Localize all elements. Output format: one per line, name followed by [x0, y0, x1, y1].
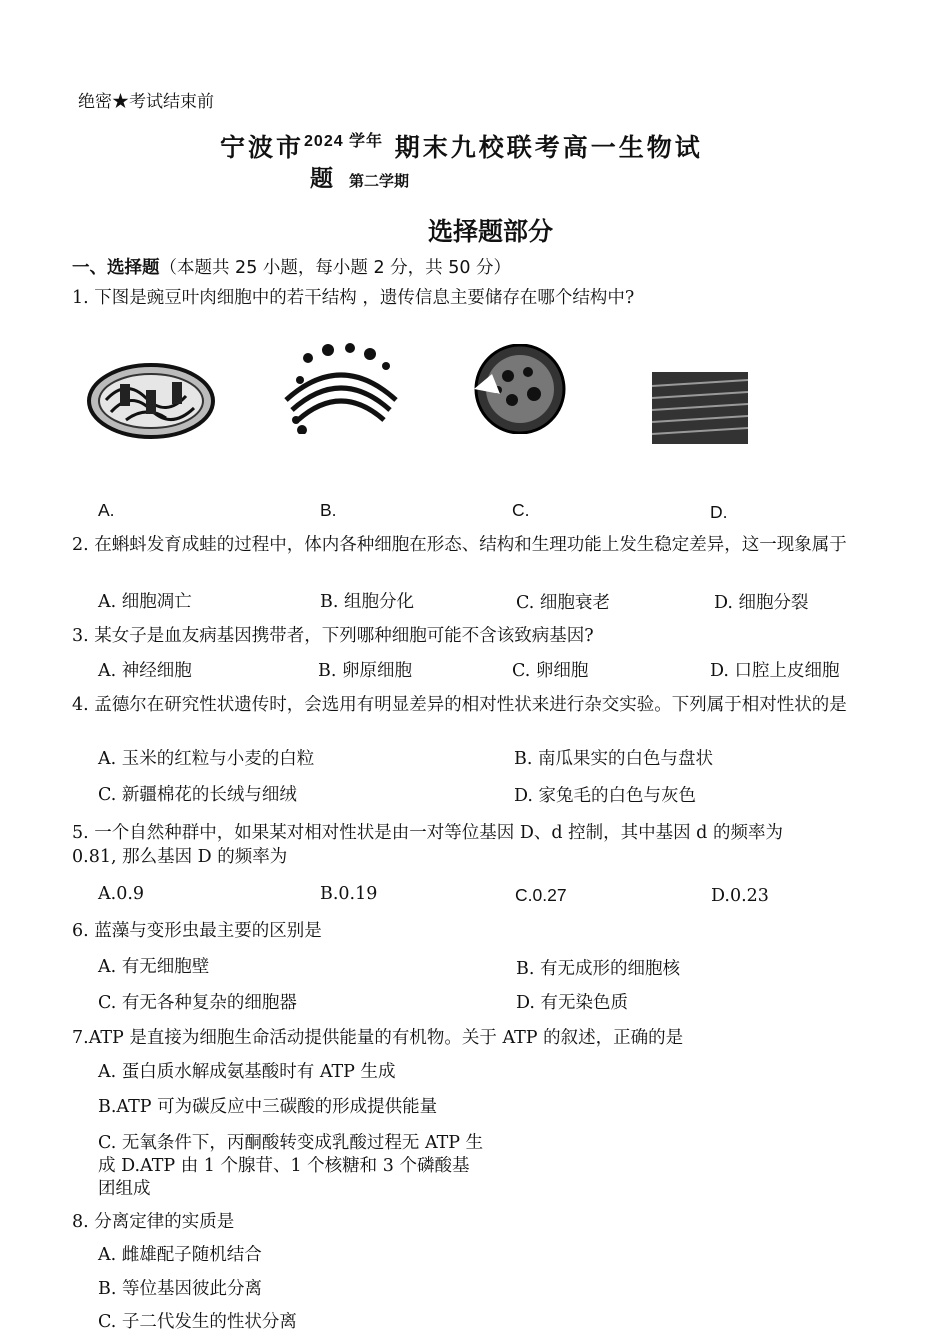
- question-1-option-a[interactable]: A.: [98, 500, 115, 520]
- question-6-option-b[interactable]: B. 有无成形的细胞核: [516, 959, 680, 979]
- question-5-stem-line2: 0.81, 那么基因 D 的频率为: [72, 847, 288, 867]
- part-note: （本题共 25 小题，每小题 2 分，共 50 分）: [159, 258, 512, 278]
- question-6-option-c[interactable]: C. 有无各种复杂的细胞器: [98, 993, 297, 1013]
- question-7-option-c-line3[interactable]: 团组成: [98, 1179, 151, 1199]
- question-5-option-a[interactable]: A.0.9: [98, 884, 145, 904]
- question-3-option-d[interactable]: D. 口腔上皮细胞: [710, 661, 840, 681]
- question-4-option-d[interactable]: D. 家兔毛的白色与灰色: [514, 786, 697, 806]
- question-5-option-c[interactable]: C.0.27: [515, 885, 567, 905]
- part-heading: [72, 254, 511, 279]
- question-4-option-b[interactable]: B. 南瓜果实的白色与盘状: [514, 749, 713, 769]
- question-3-option-b[interactable]: B. 卵原细胞: [318, 661, 412, 681]
- nucleus-image: [470, 344, 570, 434]
- question-6-stem: 6. 蓝藻与变形虫最主要的区别是: [72, 921, 322, 941]
- er-image: [650, 366, 750, 446]
- question-2-option-b[interactable]: B. 组胞分化: [320, 592, 414, 612]
- question-6-option-d[interactable]: D. 有无染色质: [516, 993, 629, 1013]
- part-label: 一、选择题: [72, 258, 160, 278]
- question-2-stem: 2. 在蝌蚪发育成蛙的过程中，体内各种细胞在形态、结构和生理功能上发生稳定差异，这一现象属于: [72, 535, 847, 555]
- question-8-stem: 8. 分离定律的实质是: [72, 1212, 235, 1232]
- question-4-option-c[interactable]: C. 新疆棉花的长绒与细绒: [98, 785, 297, 805]
- question-4-stem: 4. 孟德尔在研究性状遗传时，会选用有明显差异的相对性状来进行杂交实验。下列属于相对性状的是: [72, 695, 847, 715]
- question-1-option-b[interactable]: B.: [320, 500, 337, 520]
- question-4-option-a[interactable]: A. 玉米的红粒与小麦的白粒: [98, 749, 315, 769]
- section-heading: 选择题部分: [428, 217, 554, 246]
- exam-title: [220, 128, 703, 164]
- question-3-stem: 3. 某女子是血友病基因携带者，下列哪种细胞可能不含该致病基因?: [72, 626, 594, 646]
- question-8-option-c[interactable]: C. 子二代发生的性状分离: [98, 1312, 297, 1332]
- question-5-option-d[interactable]: D.0.23: [711, 886, 769, 906]
- title-tail: 题: [310, 165, 333, 192]
- question-7-option-c-line1[interactable]: C. 无氧条件下，丙酮酸转变成乳酸过程无 ATP 生: [98, 1133, 484, 1153]
- question-3-option-c[interactable]: C. 卵细胞: [512, 661, 589, 681]
- question-5-option-b[interactable]: B.0.19: [320, 884, 378, 904]
- title-rest: 期末九校联考高一生物试: [394, 133, 703, 162]
- question-1-option-d[interactable]: D.: [710, 502, 728, 522]
- question-2-option-c[interactable]: C. 细胞衰老: [516, 593, 610, 613]
- question-8-option-b[interactable]: B. 等位基因彼此分离: [98, 1279, 262, 1299]
- question-2-option-a[interactable]: A. 细胞凋亡: [98, 592, 192, 612]
- title-city: 宁波市: [220, 133, 305, 162]
- golgi-image: [278, 340, 404, 434]
- question-7-stem: 7.ATP 是直接为细胞生命活动提供能量的有机物。关于 ATP 的叙述，正确的是: [72, 1028, 684, 1048]
- chloroplast-image: [86, 360, 216, 442]
- question-7-option-a[interactable]: A. 蛋白质水解成氨基酸时有 ATP 生成: [98, 1062, 396, 1082]
- question-7-option-b[interactable]: B.ATP 可为碳反应中三碳酸的形成提供能量: [98, 1097, 438, 1117]
- question-1-stem: 1. 下图是豌豆叶肉细胞中的若干结构 ，遗传信息主要储存在哪个结构中?: [72, 288, 635, 308]
- confidential-notice: 绝密★考试结束前: [78, 92, 214, 112]
- question-1-option-c[interactable]: C.: [512, 500, 530, 520]
- question-2-option-d[interactable]: D. 细胞分裂: [714, 593, 809, 613]
- term-label: 第二学期: [349, 172, 410, 190]
- question-5-stem-line1: 5. 一个自然种群中，如果某对相对性状是由一对等位基因 D、d 控制，其中基因 d 的频率为: [72, 823, 783, 843]
- question-3-option-a[interactable]: A. 神经细胞: [98, 661, 192, 681]
- question-6-option-a[interactable]: A. 有无细胞壁: [98, 957, 210, 977]
- question-7-option-c-line2[interactable]: 成 D.ATP 由 1 个腺苷、1 个核糖和 3 个磷酸基: [98, 1156, 470, 1176]
- exam-title-line2: [310, 160, 409, 193]
- title-year: 2024 学年: [304, 133, 384, 150]
- question-8-option-a[interactable]: A. 雌雄配子随机结合: [98, 1245, 262, 1265]
